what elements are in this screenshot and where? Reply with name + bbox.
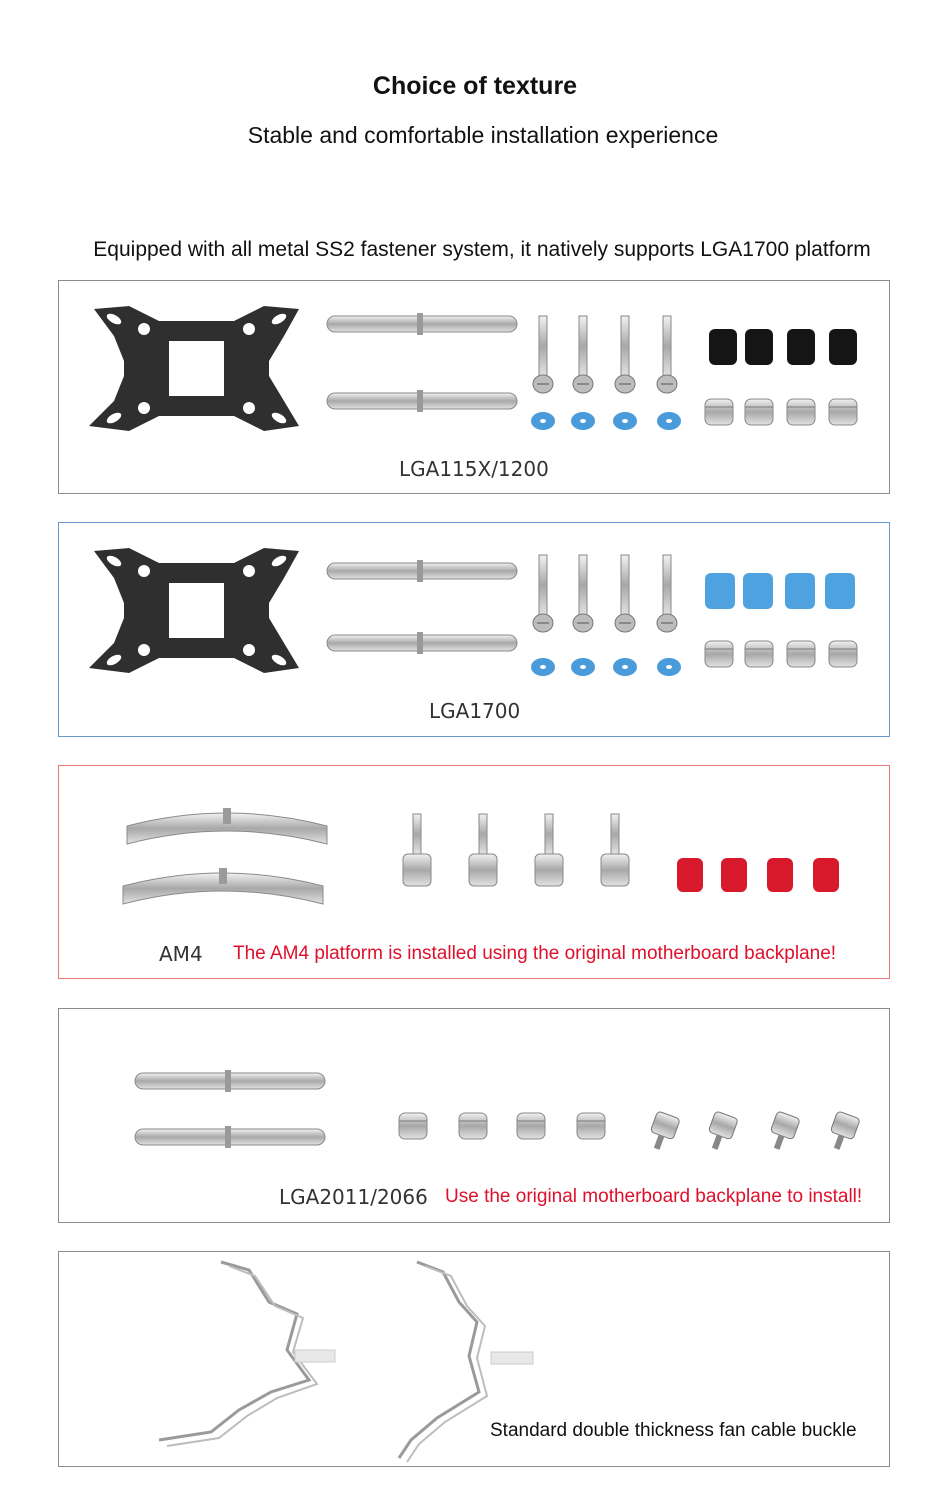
panel-lga115x — [58, 280, 890, 494]
spacer-icon — [767, 858, 793, 892]
panel-lga2011 — [58, 1008, 890, 1223]
screw-icon — [615, 316, 635, 393]
nut-icon — [399, 1113, 427, 1139]
thumbscrew-icon — [645, 1111, 680, 1153]
mounting-bar — [327, 313, 517, 335]
screw-icon — [657, 316, 677, 393]
panel-label: LGA1700 — [429, 699, 521, 723]
page-title: Choice of texture — [372, 72, 578, 100]
nut-icon — [787, 641, 815, 667]
backplate-icon — [89, 548, 299, 673]
screw-icon — [657, 555, 677, 632]
fan-clip-icon — [399, 1262, 479, 1458]
intro-text: Equipped with all metal SS2 fastener system, it natively supports LGA1700 platform — [93, 238, 871, 261]
spacer-icon — [705, 573, 735, 609]
panel-label: LGA2011/2066 — [279, 1185, 428, 1209]
panel-note: Use the original motherboard backplane to install! — [445, 1186, 863, 1207]
panel-lga1700 — [58, 522, 890, 737]
washer-icon — [571, 658, 595, 676]
washer-icon — [613, 658, 637, 676]
screw-icon — [601, 814, 629, 886]
spacer-icon — [745, 329, 773, 365]
nut-icon — [787, 399, 815, 425]
nut-icon — [745, 641, 773, 667]
fan-clip-icon — [159, 1262, 309, 1440]
mounting-bar — [135, 1070, 325, 1092]
nut-icon — [577, 1113, 605, 1139]
nut-icon — [705, 399, 733, 425]
screw-icon — [533, 316, 553, 393]
nut-icon — [459, 1113, 487, 1139]
mounting-bar — [327, 390, 517, 412]
clip-tag — [491, 1352, 533, 1364]
screw-icon — [469, 814, 497, 886]
washer-icon — [531, 412, 555, 430]
page-subtitle: Stable and comfortable installation experience — [247, 122, 719, 148]
screw-icon — [615, 555, 635, 632]
spacer-icon — [829, 329, 857, 365]
spacer-icon — [825, 573, 855, 609]
spacer-icon — [721, 858, 747, 892]
nut-icon — [829, 641, 857, 667]
panel-label: LGA115X/1200 — [399, 457, 549, 481]
washer-icon — [657, 658, 681, 676]
spacer-icon — [743, 573, 773, 609]
washer-icon — [613, 412, 637, 430]
screw-icon — [573, 316, 593, 393]
panel-fan-buckle — [58, 1251, 890, 1467]
spacer-icon — [785, 573, 815, 609]
washer-icon — [657, 412, 681, 430]
nut-icon — [745, 399, 773, 425]
panel-caption: Standard double thickness fan cable buckle — [490, 1420, 857, 1441]
mounting-bar — [327, 632, 517, 654]
spacer-icon — [677, 858, 703, 892]
am4-bracket — [127, 808, 327, 844]
screw-icon — [535, 814, 563, 886]
spacer-icon — [813, 858, 839, 892]
thumbscrew-icon — [703, 1111, 738, 1153]
screw-icon — [573, 555, 593, 632]
panel-am4 — [58, 765, 890, 979]
nut-icon — [517, 1113, 545, 1139]
panel-label: AM4 — [159, 942, 203, 966]
panel-note: The AM4 platform is installed using the original motherboard backplane! — [233, 943, 837, 964]
screw-icon — [533, 555, 553, 632]
screw-icon — [403, 814, 431, 886]
washer-icon — [531, 658, 555, 676]
backplate-icon — [89, 306, 299, 431]
nut-icon — [705, 641, 733, 667]
washer-icon — [571, 412, 595, 430]
am4-bracket — [123, 868, 323, 904]
spacer-icon — [709, 329, 737, 365]
nut-icon — [829, 399, 857, 425]
mounting-bar — [327, 560, 517, 582]
spacer-icon — [787, 329, 815, 365]
thumbscrew-icon — [825, 1111, 860, 1153]
mounting-bar — [135, 1126, 325, 1148]
thumbscrew-icon — [765, 1111, 800, 1153]
clip-tag — [295, 1350, 335, 1362]
